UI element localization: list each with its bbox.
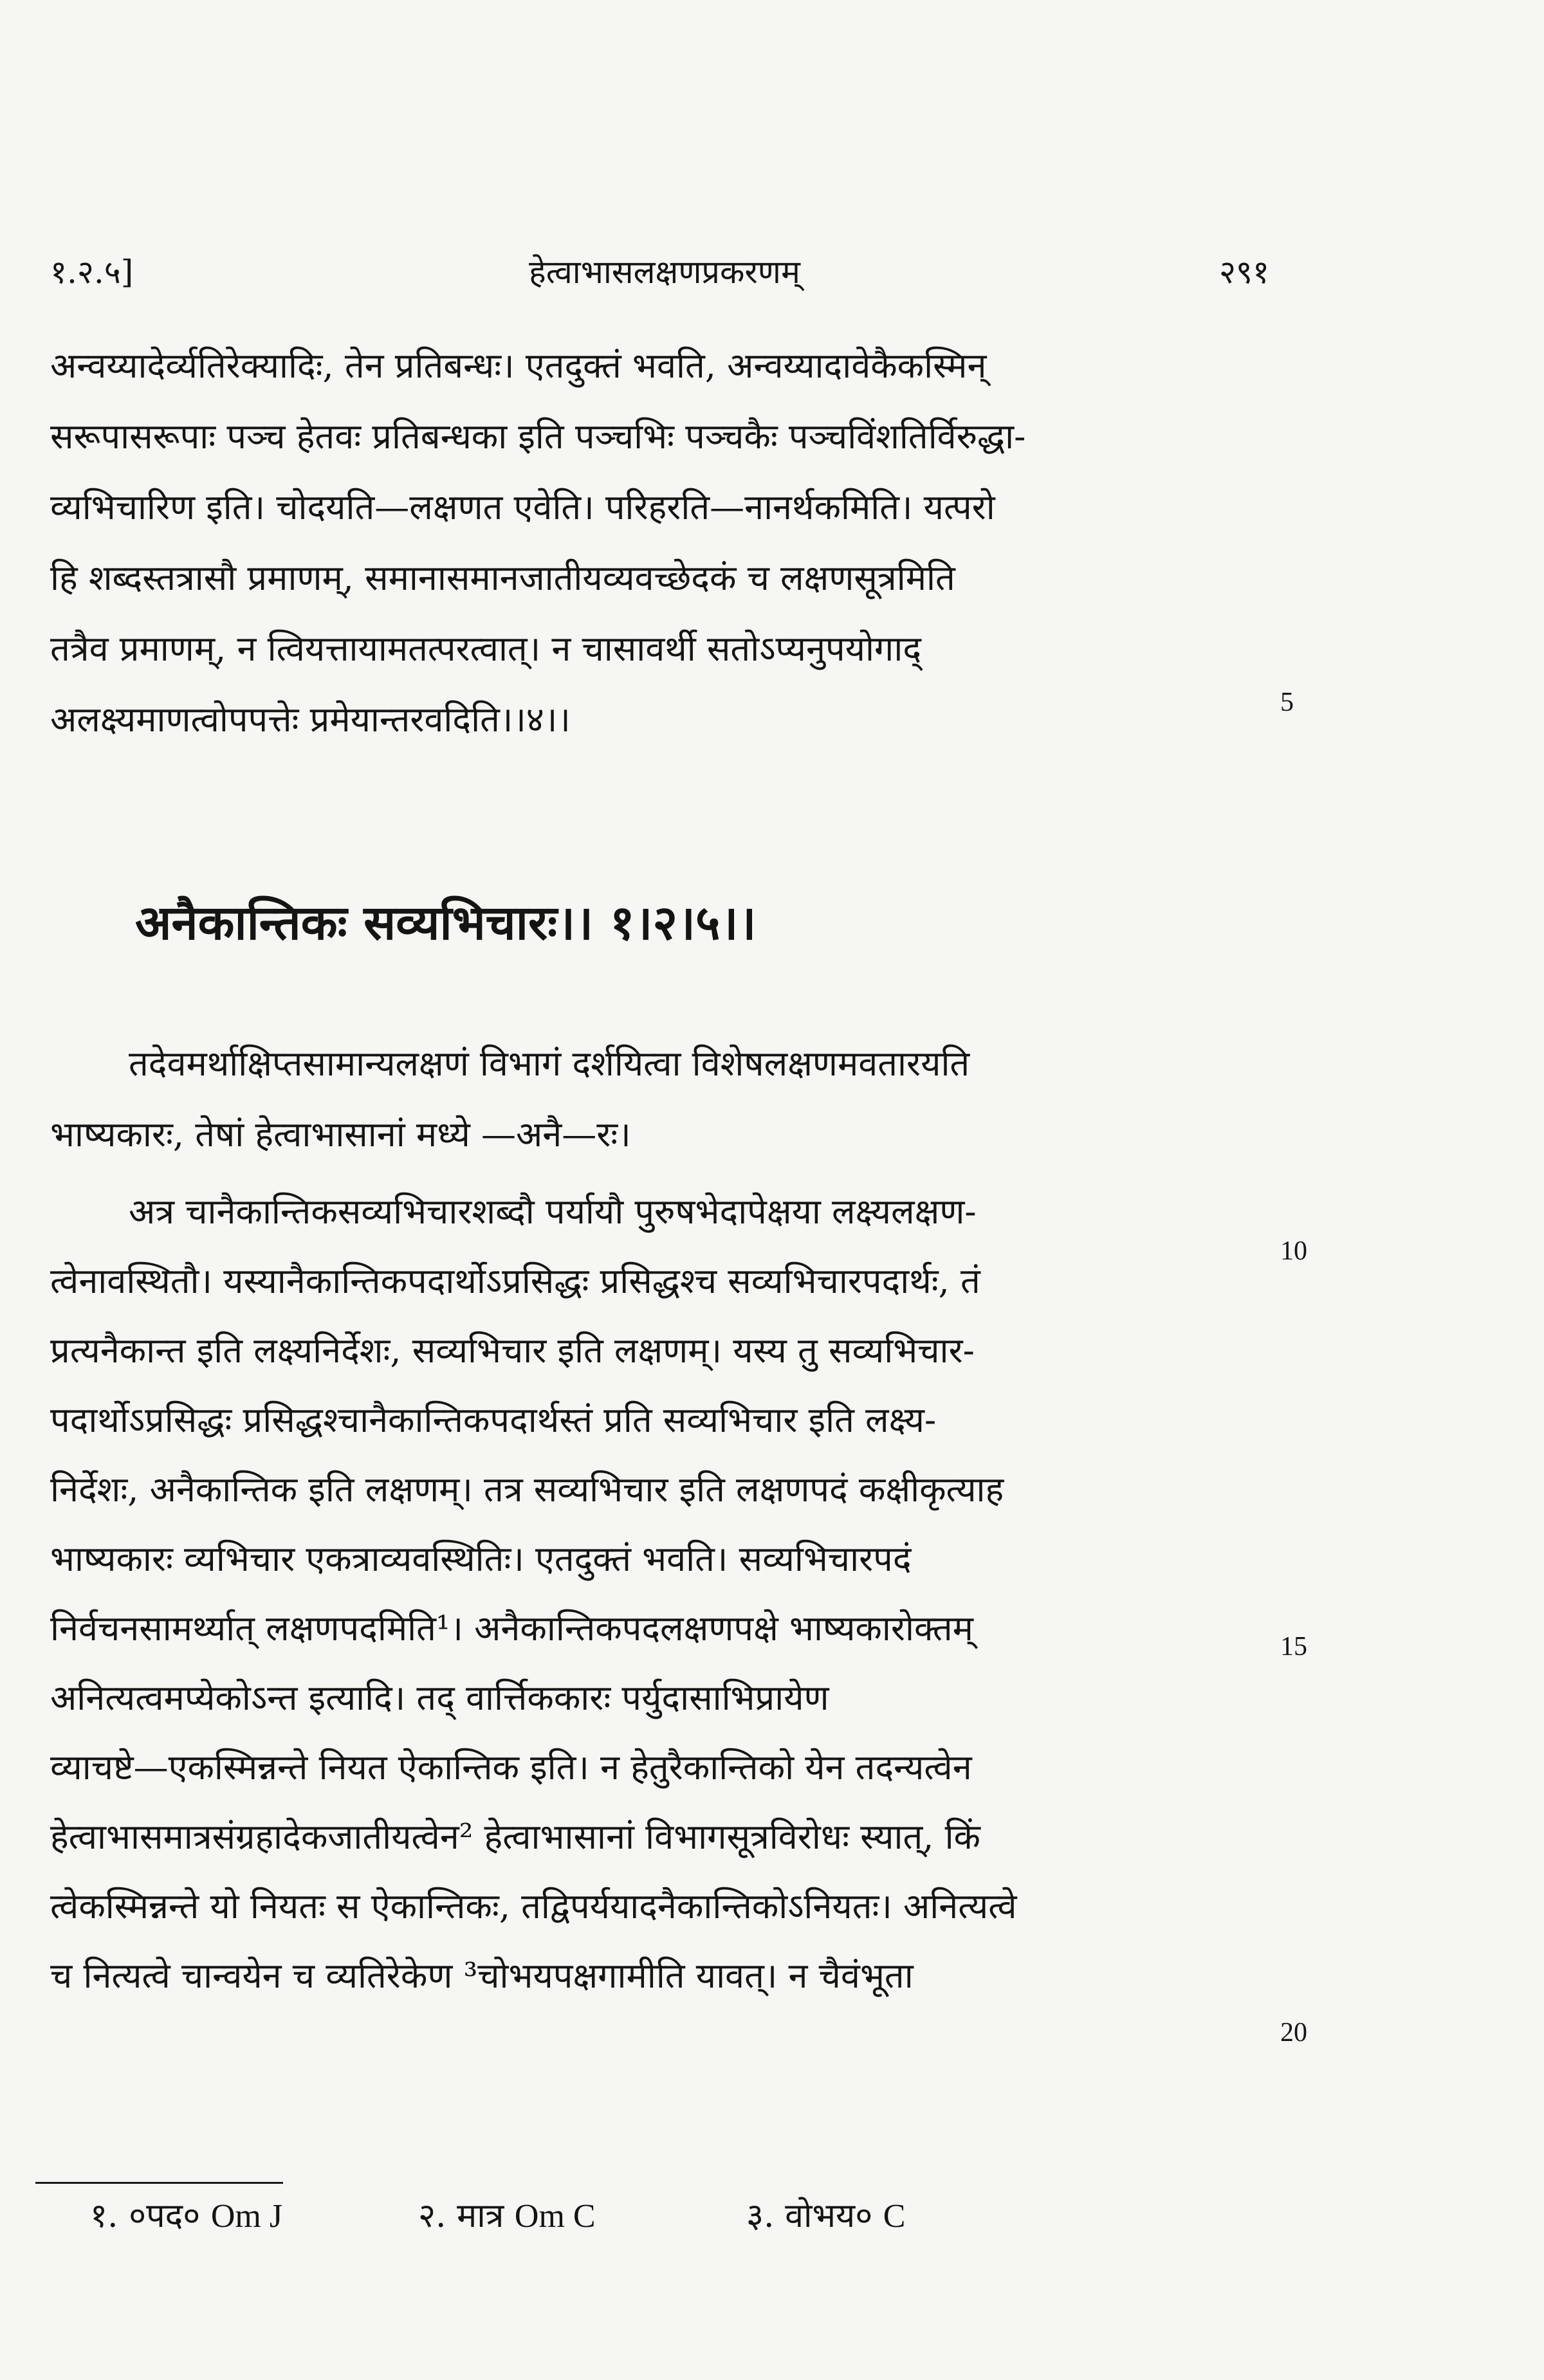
text-line: अनित्यत्वमप्येकोऽन्त इत्यादि। तद् वार्त्तिककारः पर्युदासाभिप्रायेण <box>50 1678 829 1718</box>
footnote-siglum: Om C <box>514 2198 596 2235</box>
text-line: अलक्ष्यमाणत्वोपपत्तेः प्रमेयान्तरवदिति।।४।। <box>50 699 571 740</box>
text-line: व्यभिचारिण इति। चोदयति—लक्षणत एवेति। परिहरति—नानर्थकमिति। यत्परो <box>50 487 995 527</box>
margin-line-number: 10 <box>1280 1236 1307 1266</box>
footnote-text: मात्र <box>457 2197 504 2235</box>
margin-line-number: 20 <box>1280 2018 1307 2047</box>
footnote-rule <box>35 2182 283 2184</box>
footnote-siglum: C <box>883 2198 906 2235</box>
text-line: तदेवमर्थाक्षिप्तसामान्यलक्षणं विभागं दर्शयित्वा विशेषलक्षणमवतारयति <box>129 1043 970 1084</box>
footnote-mark: २. <box>418 2197 446 2235</box>
margin-line-number: 5 <box>1280 688 1294 717</box>
text-line: हि शब्दस्तत्रासौ प्रमाणम्, समानासमानजातीयव्यवच्छेदकं च लक्षणसूत्रमिति <box>50 558 955 598</box>
footnote-text: वोभय० <box>785 2197 873 2235</box>
text-line: हेत्वाभासमात्रसंग्रहादेकजातीयत्वेन² हेत्वाभासानां विभागसूत्रविरोधः स्यात्, किं <box>50 1817 981 1857</box>
chapter-title: हेत्वाभासलक्षणप्रकरणम् <box>529 253 800 291</box>
text-line: भाष्यकारः, तेषां हेत्वाभासानां मध्ये —अनै—रः। <box>50 1114 631 1155</box>
text-line: पदार्थोऽप्रसिद्धः प्रसिद्धश्चानैकान्तिकपदार्थस्तं प्रति सव्यभिचार इति लक्ष्य- <box>50 1400 937 1440</box>
margin-line-number: 15 <box>1280 1632 1307 1661</box>
text-line: प्रत्यनैकान्त इति लक्ष्यनिर्देशः, सव्यभिचार इति लक्षणम्। यस्य तु सव्यभिचार- <box>50 1330 975 1371</box>
footnote-mark: १. <box>90 2197 118 2235</box>
text-line: अत्र चानैकान्तिकसव्यभिचारशब्दौ पर्यायौ पुरुषभेदापेक्षया लक्ष्यलक्षण- <box>129 1191 977 1232</box>
text-line: च नित्यत्वे चान्वयेन च व्यतिरेकेण ³चोभयपक्षगामीति यावत्। न चैवंभूता <box>50 1955 914 1996</box>
running-head <box>50 250 1269 295</box>
text-line: सरूपासरूपाः पञ्च हेतवः प्रतिबन्धका इति पञ्चभिः पञ्चकैः पञ्चविंशतिर्विरुद्धा- <box>50 416 1026 457</box>
footnote-3 <box>746 2190 905 2242</box>
footnote-mark: ३. <box>746 2197 775 2235</box>
text-line: त्वेनावस्थितौ। यस्यानैकान्तिकपदार्थोऽप्रसिद्धः प्रसिद्धश्च सव्यभिचारपदार्थः, तं <box>50 1261 980 1301</box>
sutra-heading: अनैकान्तिकः सव्यभिचारः।। १।२।५।। <box>135 895 757 951</box>
footnote-siglum: Om J <box>210 2198 283 2235</box>
text-line: त्वेकस्मिन्नन्ते यो नियतः स ऐकान्तिकः, तद्विपर्ययादनैकान्तिकोऽनियतः। अनित्यत्वे <box>50 1886 1017 1927</box>
text-line: निर्देशः, अनैकान्तिक इति लक्षणम्। तत्र सव्यभिचार इति लक्षणपदं कक्षीकृत्याह <box>50 1469 1004 1510</box>
text-line: भाष्यकारः व्यभिचार एकत्राव्यवस्थितिः। एतदुक्तं भवति। सव्यभिचारपदं <box>50 1539 912 1579</box>
footnote-1 <box>90 2190 282 2242</box>
text-line: तत्रैव प्रमाणम्, न त्वियत्तायामतत्परत्वात्। न चासावर्थी सतोऽप्यनुपयोगाद् <box>50 628 921 669</box>
footnote-2 <box>418 2190 596 2242</box>
section-reference: १.२.५] <box>50 253 134 291</box>
text-line: निर्वचनसामर्थ्यात् लक्षणपदमिति¹। अनैकान्तिकपदलक्षणपक्षे भाष्यकारोक्तम् <box>50 1608 973 1649</box>
text-line: अन्वय्यादेर्व्यतिरेक्यादिः, तेन प्रतिबन्धः। एतदुक्तं भवति, अन्वय्यादावेकैकस्मिन् <box>50 345 987 386</box>
footnote-text: ०पद० <box>129 2197 201 2235</box>
page-number: २९१ <box>1219 253 1269 291</box>
text-line: व्याचष्टे—एकस्मिन्नन्ते नियत ऐकान्तिक इति। न हेतुरैकान्तिको येन तदन्यत्वेन <box>50 1747 972 1788</box>
